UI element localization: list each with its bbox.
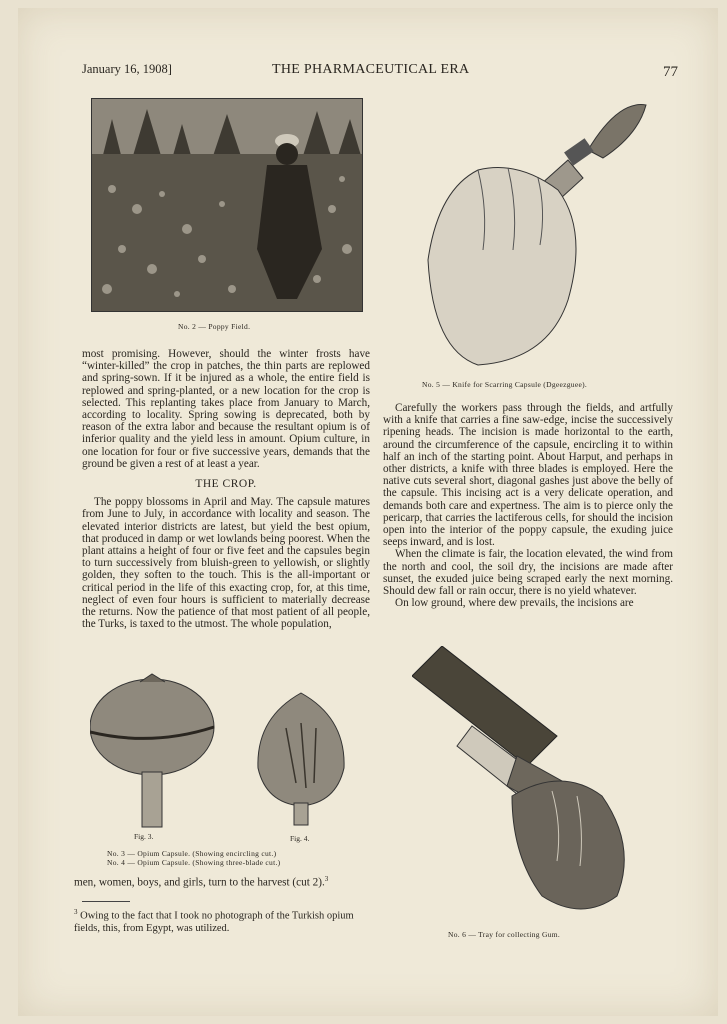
climate-paragraph: When the climate is fair, the location elevated, the wind from the north and cool, the soil dry, the incisions are made after sunset, the exuded juice being scraped early the next morning. Should dew fall or rain occur, there is no yield whatever. — [383, 548, 673, 598]
header-date: January 16, 1908] — [82, 62, 172, 76]
opium-capsule-fig4 — [256, 688, 346, 828]
capsule-caption-1: No. 3 — Opium Capsule. (Showing encircling cut.) — [107, 849, 277, 858]
footnote — [74, 906, 364, 935]
incision-paragraph: Carefully the workers pass through the fields, and artfully with a knife that carries a fine saw-edge, incise the successively ripening heads. The incision is made horizontal to the earth, around the circumference of the capsule, encircling it to within half an inch of the starting point. About Harput, and perhaps in other districts, a knife with three blades is employed. Here the native cuts several short, diagonal gashes just above the belly of the capsule. This incising act is a very delicate operation, and demands both care and expertness. The aim is to pierce only the pericarp, that carries the lactiferous cells, for should the incision open into the interior of the poppy capsule, the exuding juice seeps inward, and is lost. — [383, 402, 673, 549]
fig3-label: Fig. 3. — [134, 832, 154, 841]
footnote-marker: 3 — [74, 908, 78, 916]
left-column — [82, 348, 370, 630]
continuation-paragraph — [74, 873, 364, 889]
knife-caption: No. 5 — Knife for Scarring Capsule (Dgeezguee). — [422, 380, 588, 389]
tray-caption: No. 6 — Tray for collecting Gum. — [448, 930, 561, 939]
footnote-ref: 3 — [324, 875, 329, 883]
low-ground-paragraph: On low ground, where dew prevails, the incisions are — [395, 597, 634, 610]
footnote-text: Owing to the fact that I took no photograph of the Turkish opium fields, this, from Egypt, was utilized. — [74, 910, 354, 934]
continuation-text: men, women, boys, and girls, turn to the harvest (cut 2). — [74, 876, 325, 889]
fig4-label: Fig. 4. — [290, 834, 310, 843]
right-column — [383, 402, 673, 609]
capsule-caption-2: No. 4 — Opium Capsule. (Showing three-blade cut.) — [107, 858, 281, 867]
knife-illustration — [418, 100, 648, 368]
poppy-field-caption: No. 2 — Poppy Field. — [178, 322, 251, 331]
poppy-field-photo — [91, 98, 363, 312]
header-title: THE PHARMACEUTICAL ERA — [272, 62, 470, 77]
footnote-rule — [82, 901, 130, 902]
page-number: 77 — [663, 64, 678, 80]
crop-paragraph: The poppy blossoms in April and May. The capsule matures from June to July, in accordance with locality and season. The elevated interior districts are latest, but yield the best opium, that produced in damp or wet lowlands being poorest. When the plant attains a height of four or five feet and the capsules begin to turn successively from bluish-green to yellowish, or slightly golden, they soften to the touch. This is the all-important or critical period in the life of this exacting crop, for, at this time, neglect of even four hours is sufficient to materially decrease the returns. Now the patience of that most patient of all people, the Turks, is taxed to the utmost. The whole population, — [82, 496, 370, 631]
section-heading: THE CROP. — [195, 478, 257, 491]
intro-paragraph: most promising. However, should the winter frosts have “winter-killed” the crop in patches, the thin parts are replowed and spring-sown. If it be injured as a whole, the entire field is replowed and spring-planted, or a new location for the crop is selected. This replanting takes place from January to March, according to locality. Spring sowing is deprecated, both by reason of the extra labor and because the resultant opium is of inferior quality and the yield less in amount. Opium culture, in one location for four or five successive years, demands that the ground be given a rest of at least a year. — [82, 348, 370, 470]
opium-capsule-fig3 — [90, 672, 220, 832]
tray-illustration — [412, 646, 634, 922]
